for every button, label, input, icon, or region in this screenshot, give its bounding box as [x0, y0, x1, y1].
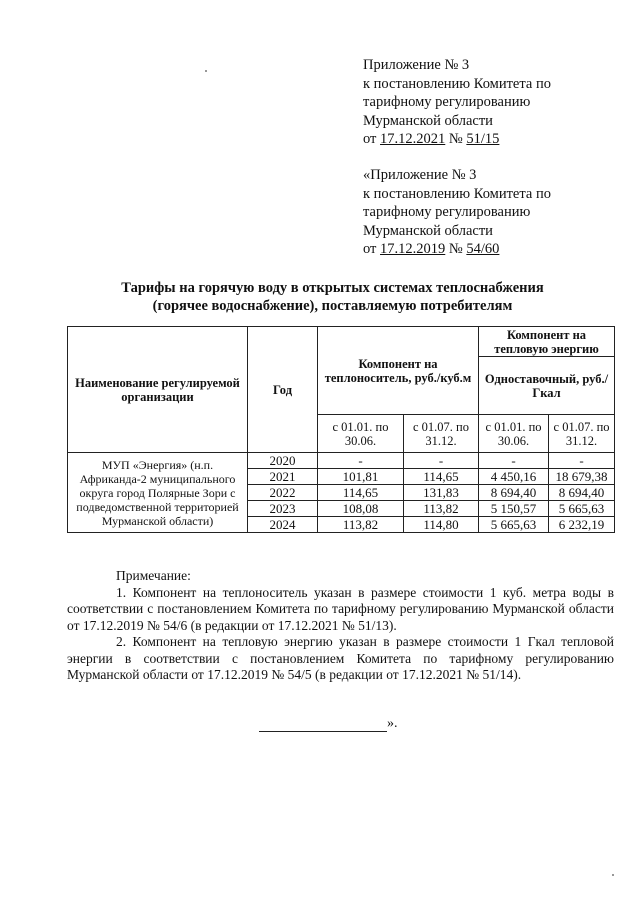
period-header: с 01.01. по 30.06. — [479, 415, 549, 453]
appendix-current-header — [363, 56, 551, 149]
period-header: с 01.01. по 30.06. — [318, 415, 404, 453]
appendix-line: Мурманской области — [363, 112, 493, 129]
notes-section — [67, 568, 614, 684]
value-cell: 5 150,57 — [479, 501, 549, 517]
value-cell: 18 679,38 — [549, 469, 615, 485]
signature-line — [259, 717, 387, 732]
year-cell: 2020 — [248, 453, 318, 469]
tariff-table — [67, 326, 615, 533]
value-cell: - — [549, 453, 615, 469]
appendix-previous-header — [363, 166, 551, 259]
value-cell: 114,65 — [318, 485, 404, 501]
value-cell: - — [479, 453, 549, 469]
appendix-line: к постановлению Комитета по — [363, 185, 551, 202]
appendix-number: 54/60 — [466, 241, 500, 257]
org-name-cell: МУП «Энергия» (н.п. Африканда-2 муниципального округа город Полярные Зори с подведомственной территорией Мурманской области) — [68, 453, 248, 533]
value-cell: 5 665,63 — [549, 501, 615, 517]
appendix-date-line: от 17.12.2021 № 51/15 — [363, 131, 500, 147]
document-title: Тарифы на горячую воду в открытых системах теплоснабжения (горячее водоснабжение), поставляемую потребителям — [121, 280, 544, 314]
appendix-line: к постановлению Комитета по — [363, 75, 551, 92]
value-cell: 114,65 — [404, 469, 479, 485]
period-header: с 01.07. по 31.12. — [549, 415, 615, 453]
value-cell: 4 450,16 — [479, 469, 549, 485]
appendix-date: 17.12.2019 — [380, 241, 446, 257]
value-cell: 114,80 — [404, 517, 479, 533]
scan-speck — [612, 874, 614, 876]
appendix-date: 17.12.2021 — [380, 131, 446, 147]
note-2: 2. Компонент на тепловую энергию указан в размере стоимости 1 Гкал тепловой энергии в соответствии с постановлением Комитета по тарифному регулированию Мурманской области от 17.12.2019 № 54/5 (в редакции от 17.12.2021 № 51/14). — [67, 634, 614, 682]
appendix-line: тарифному регулированию — [363, 204, 531, 220]
value-cell: 5 665,63 — [479, 517, 549, 533]
year-cell: 2021 — [248, 469, 318, 485]
value-cell: 101,81 — [318, 469, 404, 485]
period-header: с 01.07. по 31.12. — [404, 415, 479, 453]
header-energy-component: Компонент на тепловую энергию — [479, 327, 615, 357]
value-cell: 113,82 — [318, 517, 404, 533]
value-cell: - — [318, 453, 404, 469]
value-cell: 131,83 — [404, 485, 479, 501]
header-carrier-component: Компонент на теплоноситель, руб./куб.м — [318, 327, 479, 415]
appendix-line: тарифному регулированию — [363, 94, 531, 110]
value-cell: 6 232,19 — [549, 517, 615, 533]
appendix-title: «Приложение № 3 — [363, 167, 477, 183]
value-cell: 113,82 — [404, 501, 479, 517]
value-cell: 108,08 — [318, 501, 404, 517]
value-cell: 8 694,40 — [549, 485, 615, 501]
header-energy-single-rate: Одноставочный, руб./Гкал — [479, 357, 615, 415]
scan-speck — [205, 70, 207, 72]
value-cell: - — [404, 453, 479, 469]
closing-mark: ». — [259, 716, 398, 732]
notes-heading: Примечание: — [116, 568, 191, 583]
appendix-line: Мурманской области — [363, 222, 493, 239]
table-row — [68, 453, 615, 469]
header-org: Наименование регулируемой организации — [68, 327, 248, 453]
header-year: Год — [248, 327, 318, 453]
appendix-title: Приложение № 3 — [363, 57, 470, 73]
appendix-date-line: от 17.12.2019 № 54/60 — [363, 241, 500, 257]
year-cell: 2024 — [248, 517, 318, 533]
year-cell: 2022 — [248, 485, 318, 501]
year-cell: 2023 — [248, 501, 318, 517]
appendix-number: 51/15 — [466, 131, 500, 147]
note-1: 1. Компонент на теплоноситель указан в размере стоимости 1 куб. метра воды в соответствии с постановлением Комитета по тарифному регулированию Мурманской области от 17.12.2019 № 54/6 (в редакции от 17.12.2021 № 51/13). — [67, 584, 614, 633]
value-cell: 8 694,40 — [479, 485, 549, 501]
